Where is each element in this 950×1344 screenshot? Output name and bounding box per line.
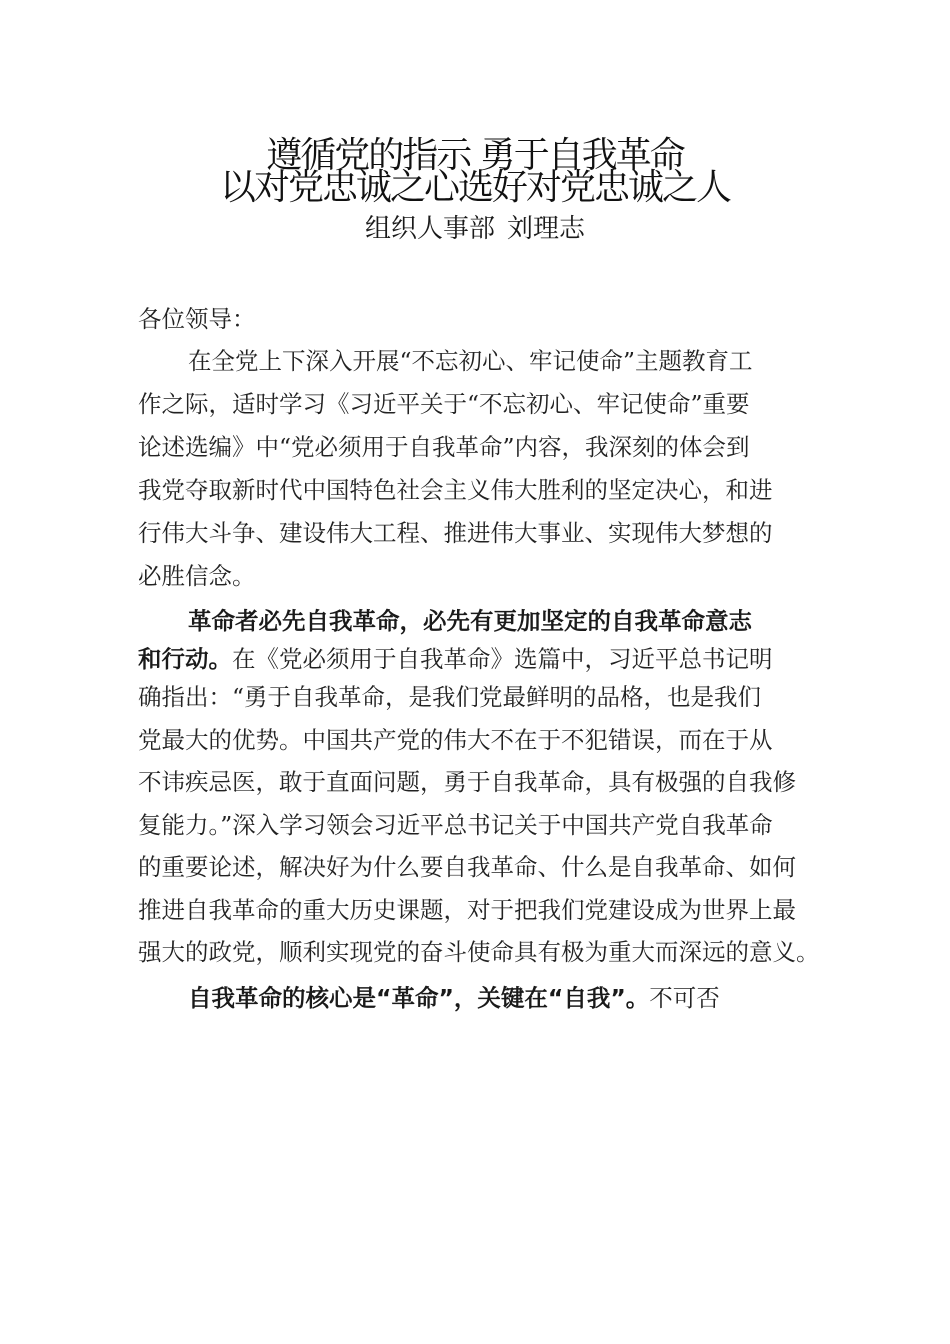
author-name: 刘理志 bbox=[507, 214, 586, 244]
author-line bbox=[0, 212, 950, 246]
p3-line-rest: 不可否 bbox=[649, 984, 720, 1012]
p2-line: 不讳疾忌医，敢于直面问题，勇于自我革命，具有极强的自我修 bbox=[138, 768, 796, 796]
title-line-1: 遵循党的指示 勇于自我革命 bbox=[266, 135, 684, 176]
title-line-2: 以对党忠诚之心选好对党忠诚之人 bbox=[219, 167, 730, 208]
p1-line: 我党夺取新时代中国特色社会主义伟大胜利的坚定决心，和进 bbox=[138, 476, 773, 504]
author-department: 组织人事部 bbox=[364, 214, 495, 244]
p1-line: 必胜信念。 bbox=[138, 562, 256, 590]
p2-line: 强大的政党，顺利实现党的奋斗使命具有极为重大而深远的意义。 bbox=[138, 938, 820, 966]
p2-line-rest: 在《党必须用于自我革命》选篇中，习近平总书记明 bbox=[232, 645, 773, 673]
p3-bold-fragment: 自我革命的核心是“革命”，关键在“自我”。 bbox=[188, 984, 650, 1012]
salutation: 各位领导： bbox=[138, 305, 256, 333]
p1-line: 论述选编》中“党必须用于自我革命”内容，我深刻的体会到 bbox=[138, 433, 750, 461]
p2-line: 的重要论述，解决好为什么要自我革命、什么是自我革命、如何 bbox=[138, 853, 796, 881]
p1-line: 作之际，适时学习《习近平关于“不忘初心、牢记使命”重要 bbox=[138, 390, 750, 418]
p2-line: 推进自我革命的重大历史课题，对于把我们党建设成为世界上最 bbox=[138, 896, 796, 924]
p2-bold-fragment: 和行动。 bbox=[138, 645, 232, 673]
p2-line bbox=[138, 643, 773, 675]
p2-line: 确指出：“勇于自我革命，是我们党最鲜明的品格，也是我们 bbox=[138, 683, 762, 711]
p1-line: 在全党上下深入开展“不忘初心、牢记使命”主题教育工 bbox=[188, 347, 753, 375]
p1-line: 行伟大斗争、建设伟大工程、推进伟大事业、实现伟大梦想的 bbox=[138, 519, 773, 547]
p2-bold-line: 革命者必先自我革命，必先有更加坚定的自我革命意志 bbox=[188, 607, 752, 635]
p3-line bbox=[188, 982, 720, 1014]
p2-line: 党最大的优势。中国共产党的伟大不在于不犯错误，而在于从 bbox=[138, 726, 773, 754]
p2-line: 复能力。”深入学习领会习近平总书记关于中国共产党自我革命 bbox=[138, 811, 773, 839]
